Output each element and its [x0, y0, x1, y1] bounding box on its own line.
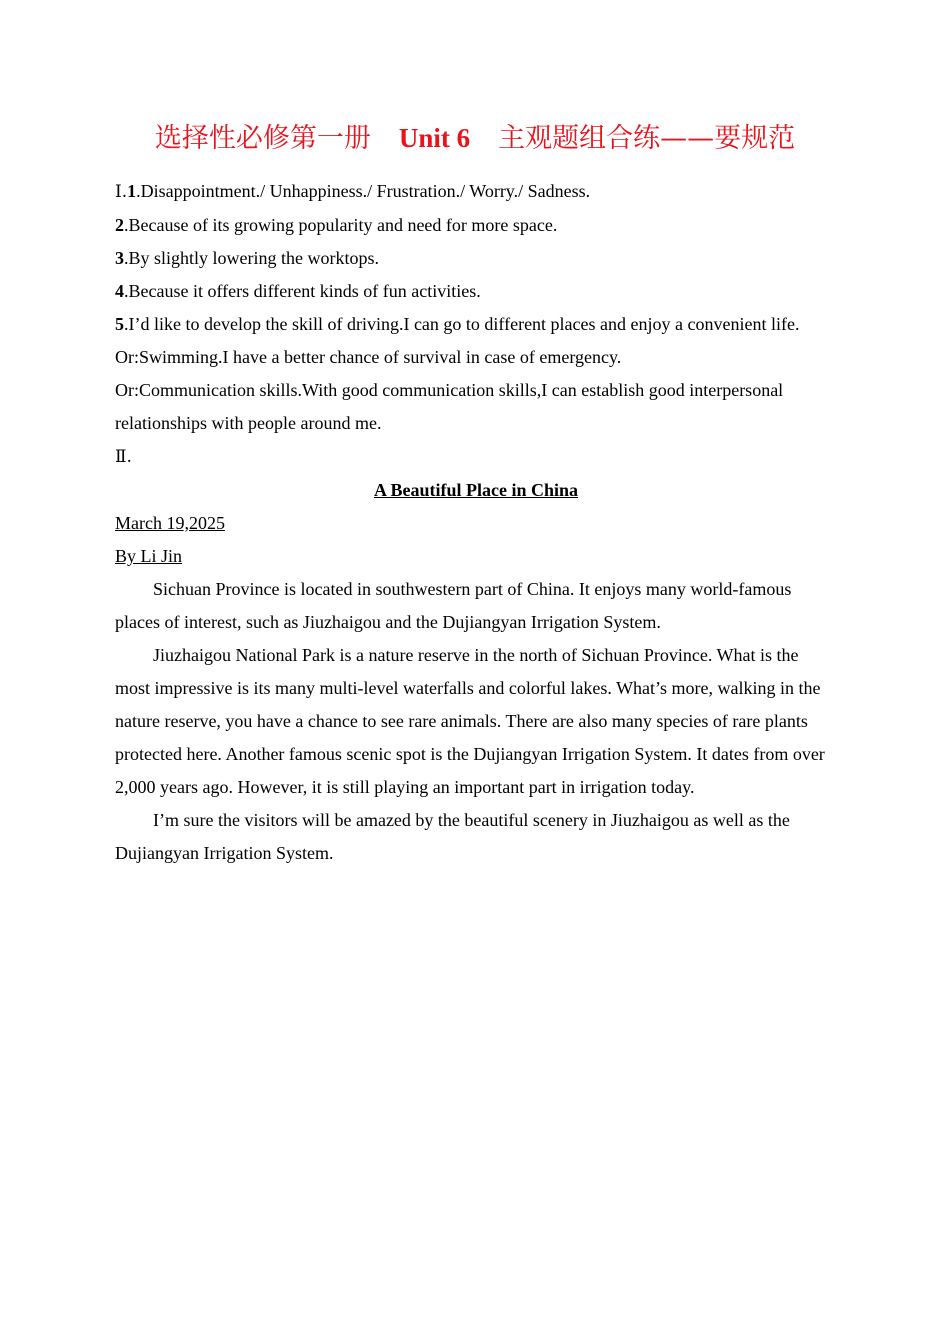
- title-subtitle: 主观题组合练——要规范: [498, 123, 796, 154]
- answer-3: [115, 242, 837, 275]
- essay-paragraph-1: Sichuan Province is located in southwestern part of China. It enjoys many world-famous places of interest, such as Jiuzhaigou and the Dujiangyan Irrigation System.: [115, 579, 792, 632]
- answer-number: 1: [127, 181, 137, 201]
- answer-text: .Because it offers different kinds of fun activities.: [124, 281, 481, 301]
- answer-text: .By slightly lowering the worktops.: [124, 248, 379, 268]
- essay-date-line: [115, 507, 837, 540]
- answer-1: [115, 175, 837, 209]
- answer-number: 2: [115, 215, 124, 235]
- essay-author-line: [115, 540, 837, 573]
- essay-date: March 19,2025: [115, 513, 225, 533]
- section-2-marker: Ⅱ.: [115, 447, 132, 467]
- answer-2: [115, 209, 837, 242]
- answer-text: .I’d like to develop the skill of driving.I can go to different places and enjoy a convenient life.: [124, 314, 800, 334]
- essay-author: By Li Jin: [115, 546, 183, 566]
- essay-paragraph-3: I’m sure the visitors will be amazed by the beautiful scenery in Jiuzhaigou as well as the Dujiangyan Irrigation System.: [115, 810, 790, 863]
- answer-5-alternative-1: Or:Swimming.I have a better chance of survival in case of emergency.: [115, 347, 622, 367]
- answer-number: 3: [115, 248, 124, 268]
- essay-paragraph-2: Jiuzhaigou National Park is a nature reserve in the north of Sichuan Province. What is the most impressive is its many multi-level waterfalls and colorful lakes. What’s more, walking in the nature reserve, you have a chance to see rare animals. There are also many species of rare plants protected here. Another famous scenic spot is the Dujiangyan Irrigation System. It dates from over 2,000 years ago. However, it is still playing an important part in irrigation today.: [115, 645, 825, 797]
- title-unit: Unit 6: [398, 123, 471, 153]
- answer-number: 5: [115, 314, 124, 334]
- page-title: [0, 118, 950, 159]
- answer-number: 4: [115, 281, 124, 301]
- answer-5: [115, 308, 837, 341]
- answer-4: [115, 275, 837, 308]
- essay-title: A Beautiful Place in China: [373, 480, 579, 500]
- document-body: [115, 175, 837, 870]
- answer-5-alternative-2: Or:Communication skills.With good communication skills,I can establish good interpersonal relationships with people around me.: [115, 380, 784, 433]
- title-book: 选择性必修第一册: [154, 123, 371, 154]
- answer-text: .Because of its growing popularity and need for more space.: [124, 215, 558, 235]
- answer-text: .Disappointment./ Unhappiness./ Frustration./ Worry./ Sadness.: [136, 181, 591, 201]
- section-1-marker: Ⅰ.: [115, 182, 128, 202]
